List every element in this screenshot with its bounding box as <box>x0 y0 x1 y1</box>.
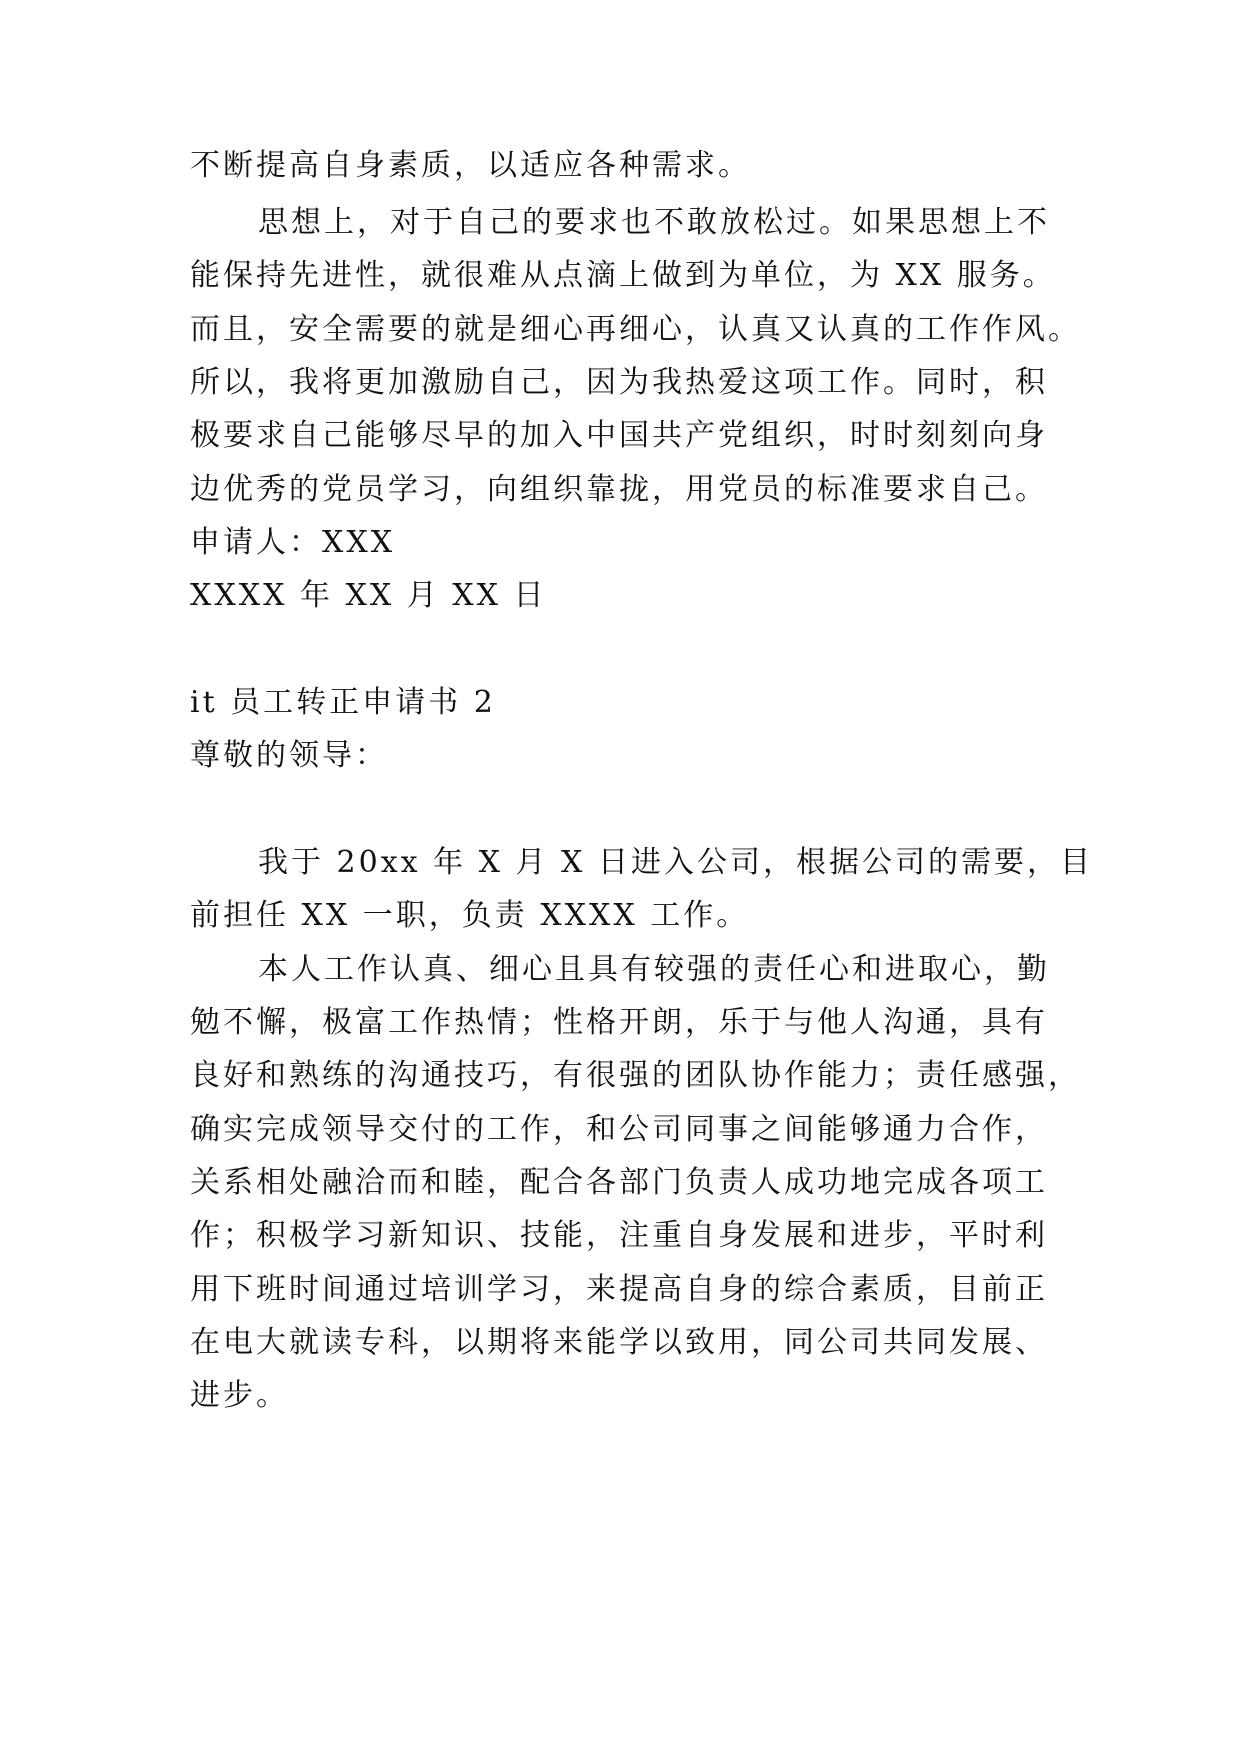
paragraph-first-line: 本人工作认真、细心且具有较强的责任心和进取心，勤 <box>258 952 1050 987</box>
text-line: 极要求自己能够尽早的加入中国共产党组织，时时刻刻向身 <box>190 418 1048 453</box>
text-line: 前担任 XX 一职，负责 XXXX 工作。 <box>190 898 750 933</box>
text-line: 用下班时间通过培训学习，来提高自身的综合素质，目前正 <box>190 1272 1048 1307</box>
text-line: 关系相处融洽而和睦，配合各部门负责人成功地完成各项工 <box>190 1165 1048 1200</box>
paragraph-first-line: 思想上，对于自己的要求也不敢放松过。如果思想上不 <box>258 205 1050 240</box>
text-line: 作；积极学习新知识、技能，注重自身发展和进步，平时利 <box>190 1218 1048 1253</box>
section-title: it 员工转正申请书 2 <box>190 685 496 720</box>
text-line: 勉不懈，极富工作热情；性格开朗，乐于与他人沟通，具有 <box>190 1005 1048 1040</box>
text-line: 不断提高自身素质，以适应各种需求。 <box>190 148 751 183</box>
text-line: 边优秀的党员学习，向组织靠拢，用党员的标准要求自己。 <box>190 472 1048 507</box>
text-line: 良好和熟练的沟通技巧，有很强的团队协作能力；责任感强， <box>190 1058 1081 1093</box>
text-line: 所以，我将更加激励自己，因为我热爱这项工作。同时，积 <box>190 365 1048 400</box>
text-line: 能保持先进性，就很难从点滴上做到为单位，为 XX 服务。 <box>190 258 1056 293</box>
paragraph-first-line: 我于 20xx 年 X 月 X 日进入公司，根据公司的需要，目 <box>258 845 1093 880</box>
text-line: 确实完成领导交付的工作，和公司同事之间能够通力合作， <box>190 1112 1048 1147</box>
signature-date: XXXX 年 XX 月 XX 日 <box>190 578 547 613</box>
text-line: 在电大就读专科，以期将来能学以致用，同公司共同发展、 <box>190 1325 1048 1360</box>
salutation: 尊敬的领导： <box>190 738 388 773</box>
text-line: 进步。 <box>190 1378 289 1413</box>
text-line: 而且，安全需要的就是细心再细心，认真又认真的工作作风。 <box>190 312 1081 347</box>
applicant-signature: 申请人：XXX <box>190 525 396 560</box>
